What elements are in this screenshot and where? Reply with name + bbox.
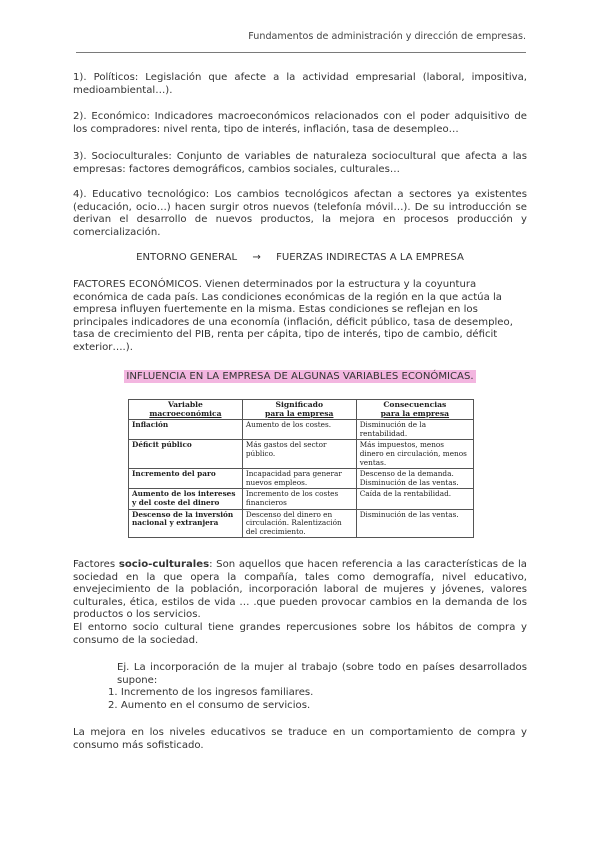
paragraph-text: FACTORES ECONÓMICOS. Vienen determinados por la estructura y la coyuntura económica de cada país. Las condiciones económicas de la región en la que actúa la empresa influyen fuertemente en la misma. Estas condiciones se reflejan en los principales indicadores de una economía (inflación, déficit público, tasa de desempleo, tasa de crecimiento del PIB, renta per cápita, tipo de interés, tipo de cambio, déficit exterior….). [73, 279, 513, 353]
cell-variable: Aumento de los intereses y del coste del dinero [129, 489, 243, 509]
header-line: para la empresa [265, 408, 334, 418]
table-row [129, 420, 474, 440]
example-item: 1. Incremento de los ingresos familiares. [108, 687, 314, 699]
paragraph-factores-economicos [73, 279, 527, 355]
paragraph-text: 1). Políticos: Legislación que afecte a la actividad empresarial (laboral, impositiva, medioambiental…). [73, 72, 527, 96]
header-divider [76, 52, 526, 53]
header-variable [129, 400, 243, 420]
cell-significado: Descenso del dinero en circulación. Ralentización del crecimiento. [242, 509, 356, 538]
table-heading [73, 371, 527, 382]
cell-consecuencias: Disminución de la rentabilidad. [356, 420, 473, 440]
table-row [129, 469, 474, 489]
paragraph-socio-culturales [73, 559, 527, 647]
cell-variable: Descenso de la inversión nacional y extranjera [129, 509, 243, 538]
cell-consecuencias: Disminución de las ventas. [356, 509, 473, 538]
flow-line [73, 252, 527, 263]
cell-consecuencias: Más impuestos, menos dinero en circulación, menos ventas. [356, 440, 473, 469]
page-header: Fundamentos de administración y dirección de empresas. [248, 31, 526, 42]
cell-significado: Incapacidad para generar nuevos empleos. [242, 469, 356, 489]
table-row [129, 440, 474, 469]
cell-significado: Aumento de los costes. [242, 420, 356, 440]
paragraph-text: 3). Socioculturales: Conjunto de variables de naturaleza sociocultural que afecta a las empresas: factores demográficos, cambios sociales, culturales… [73, 151, 527, 175]
paragraph-text: La mejora en los niveles educativos se traduce en un comportamiento de compra y consumo más sofisticado. [73, 727, 527, 751]
cell-significado: Más gastos del sector público. [242, 440, 356, 469]
table-title: INFLUENCIA EN LA EMPRESA DE ALGUNAS VARIABLES ECONÓMICAS. [126, 371, 474, 382]
header-line: Consecuencias [383, 400, 447, 409]
socio-lead: Factores [73, 559, 119, 570]
paragraph-economico [73, 111, 527, 136]
cell-consecuencias: Caída de la rentabilidad. [356, 489, 473, 509]
header-line: Variable [167, 400, 203, 409]
example-item: 2. Aumento en el consumo de servicios. [108, 699, 311, 711]
economic-variables-table [128, 399, 474, 538]
example-block [73, 662, 527, 712]
header-line: Significado [275, 400, 324, 409]
cell-significado: Incremento de los costes financieros [242, 489, 356, 509]
socio-paragraph [73, 559, 527, 622]
paragraph-text: 2). Económico: Indicadores macroeconómicos relacionados con el poder adquisitivo de los compradores: nivel renta, tipo de interés, inflación, tasa de desempleo… [73, 111, 527, 135]
cell-variable: Inflación [129, 420, 243, 440]
flow-right: FUERZAS INDIRECTAS A LA EMPRESA [276, 252, 464, 263]
header-significado [242, 400, 356, 420]
header-line: macroeconómica [149, 408, 222, 418]
header-consecuencias [356, 400, 473, 420]
header-line: para la empresa [380, 408, 450, 418]
socio-term: socio-culturales [118, 559, 210, 570]
example-intro: Ej. La incorporación de la mujer al trabajo (sobre todo en países desarrollados supone: [117, 662, 527, 686]
table-row [129, 489, 474, 509]
paragraph-tecnologico [73, 189, 527, 239]
socio-text: : Son aquellos que hacen referencia a las características de la sociedad en la que opera la compañía, tales como demografía, nivel educativo, envejecimiento de la población, incorporación laboral de mujeres y jóvenes, valores culturales, ética, estilos de vida … .que pueden provocar cambios en la demanda de los productos o los servicios. [73, 559, 527, 621]
cell-variable: Incremento del paro [129, 469, 243, 489]
table-row [129, 509, 474, 538]
table-header-row [129, 400, 474, 420]
cell-consecuencias: Descenso de la demanda. Disminución de las ventas. [356, 469, 473, 489]
paragraph-socioculturales [73, 151, 527, 176]
right-arrow-icon: → [252, 252, 261, 263]
paragraph-text: 4). Educativo tecnológico: Los cambios tecnológicos afectan a sectores ya existentes (educación, ocio…) hacen surgir otros nuevos (telefonía móvil…). De su introducción se derivan el desarrollo de nuevos productos, la mejora en procesos producción y comercialización. [73, 189, 527, 238]
paragraph-closing [73, 727, 527, 752]
cell-variable: Déficit público [129, 440, 243, 469]
paragraph-politicos [73, 72, 527, 97]
socio-followup: El entorno socio cultural tiene grandes repercusiones sobre los hábitos de compra y consumo de la sociedad. [73, 621, 527, 646]
flow-left: ENTORNO GENERAL [136, 252, 238, 263]
